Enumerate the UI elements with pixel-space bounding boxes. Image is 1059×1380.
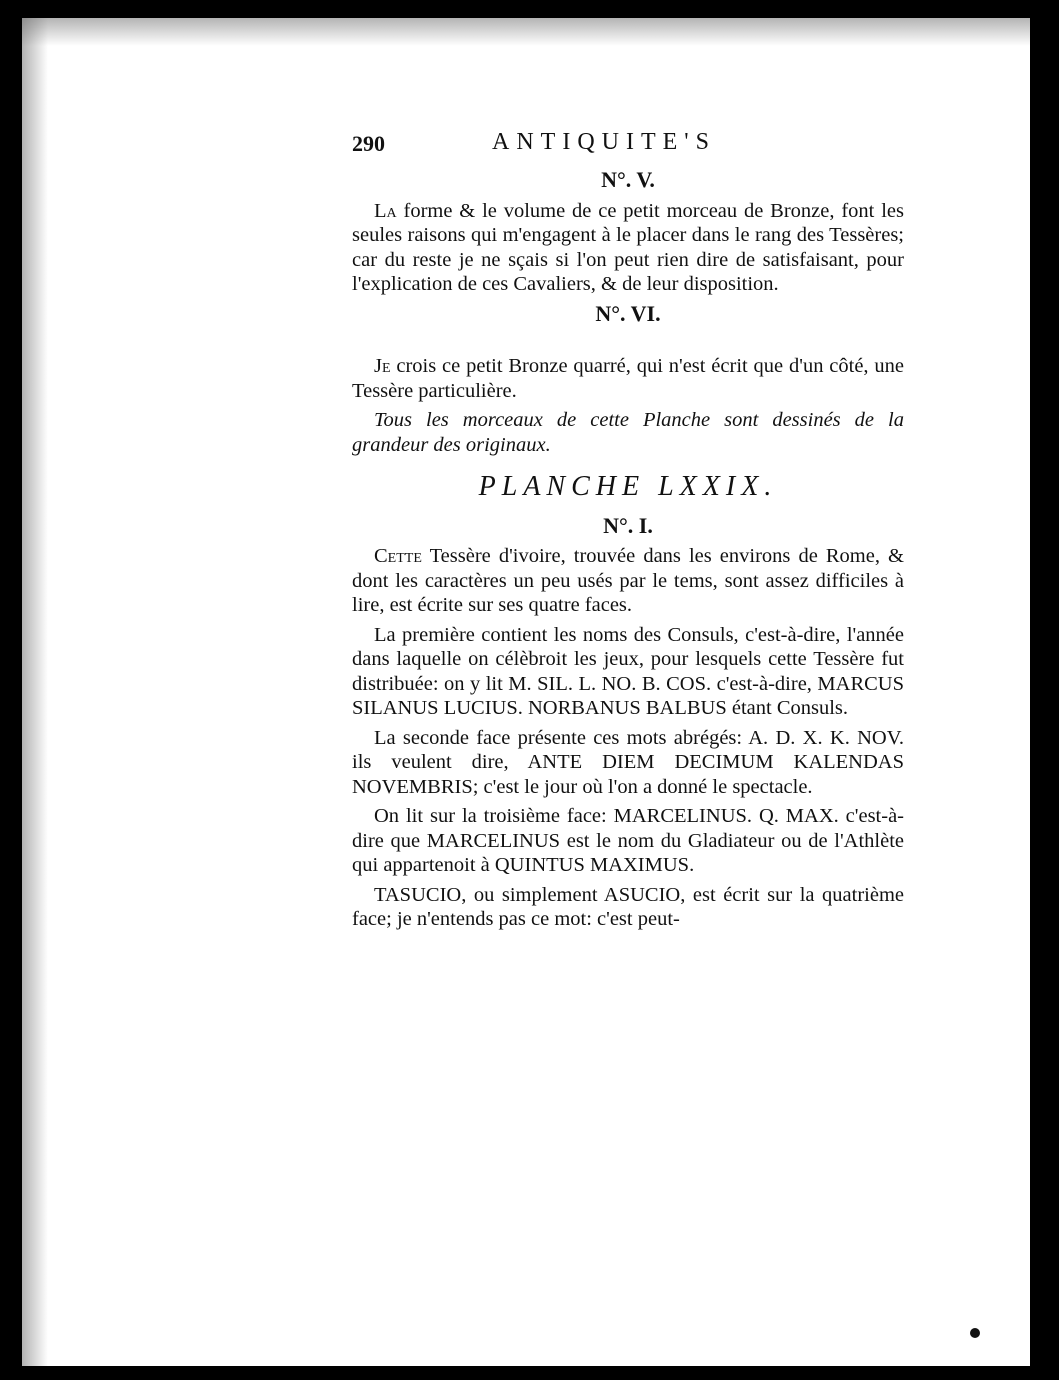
page-number: 290 [352, 131, 385, 156]
lead-word: Cette [374, 545, 422, 567]
lead-word: Je [374, 355, 391, 377]
book-page [22, 18, 1030, 1366]
spacer [352, 332, 904, 354]
paragraph-no1-4: On lit sur la troisième face: MARCELINUS. Q. MAX. c'est-à-dire que MARCELINUS est le nom du Gladiateur ou de l'Athlète qui appartenoit à QUINTUS MAXIMUS. [352, 805, 904, 876]
italic-note: Tous les morceaux de cette Planche sont dessinés de la grandeur des originaux. [352, 409, 904, 456]
section-heading-no5: N°. V. [601, 167, 655, 192]
running-header [352, 128, 904, 168]
paragraph-no1-3: La seconde face présente ces mots abrégés: A. D. X. K. NOV. ils veulent dire, ANTE DIEM DECIMUM KALENDAS NOVEMBRIS; c'est le jour où l'on a donné le spectacle. [352, 726, 904, 798]
section-heading-no6: N°. VI. [595, 300, 661, 326]
running-title: ANTIQUITE'S [492, 129, 716, 155]
paragraph-text: forme & le volume de ce petit morceau de Bronze, font les seules raisons qui m'engagent à le placer dans le rang des Tessères; car du reste je ne sçais si l'on peut rien dire de satisfaisant, pour l'explication de ces Cavaliers, & de leur disposition. [352, 199, 904, 295]
paragraph-no1-5: TASUCIO, ou simplement ASUCIO, est écrit sur la quatrième face; je n'entends pas ce mot: c'est peut- [352, 883, 904, 930]
paragraph-no5 [352, 199, 904, 297]
plate-heading: PLANCHE LXXIX. [478, 471, 778, 502]
section-heading-no1: N°. I. [603, 512, 653, 538]
ink-dot [970, 1328, 980, 1338]
lead-word: La [374, 199, 397, 222]
paragraph-text: crois ce petit Bronze quarré, qui n'est écrit que d'un côté, une Tessère particulière. [352, 355, 904, 402]
page-text [352, 128, 904, 937]
paragraph-text: Tessère d'ivoire, trouvée dans les environs de Rome, & dont les caractères un peu usés par le tems, sont assez difficiles à lire, est écrite sur ses quatre faces. [352, 545, 904, 616]
paragraph-no6 [352, 354, 904, 403]
paragraph-no1-2: La première contient les noms des Consuls, c'est-à-dire, l'année dans laquelle on célèbroit les jeux, pour lesquels cette Tessère fut distribuée: on y lit M. SIL. L. NO. B. COS. c'est-à-dire, MARCUS SILANUS LUCIUS. NORBANUS BALBUS étant Consuls. [352, 623, 904, 719]
paragraph-no1-1 [352, 544, 904, 618]
